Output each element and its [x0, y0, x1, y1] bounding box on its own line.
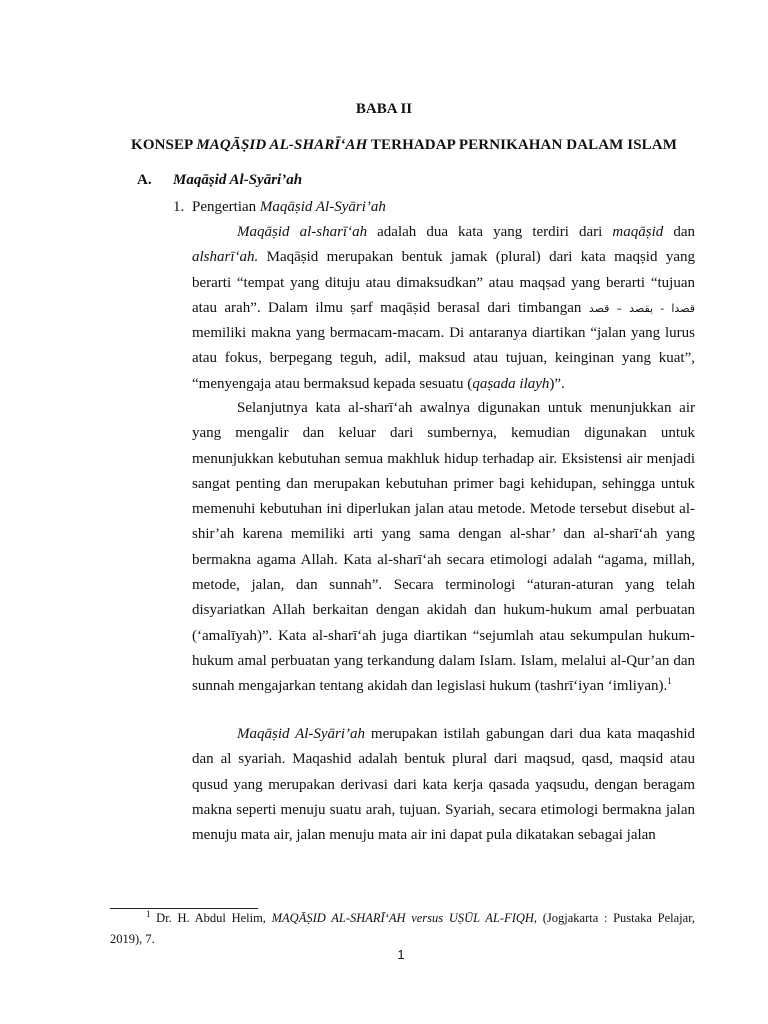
page-number: 1	[397, 947, 405, 962]
p1-term-alshariah: alsharī‘ah.	[192, 249, 259, 266]
footnote-title: MAQĀṢID AL-SHARĪ‘AH versus UṢŪL AL-FIQH,	[271, 911, 538, 925]
paragraph-2	[192, 396, 695, 700]
chapter-title	[0, 137, 768, 154]
p1-text-d: memiliki makna yang bermacam-macam. Di antaranya diartikan “jalan yang lurus atau fokus, berpegang teguh, adil, maksud atau tujuan, keinginan yang kuat”, “menyengaja atau bermaksud kepada sesuatu (	[192, 325, 695, 392]
subsection-label: Pengertian	[192, 199, 260, 215]
footnote	[110, 908, 695, 950]
chapter-title-italic: MAQĀṢID AL-SHARĪ‘AH	[196, 137, 368, 153]
footnote-number: 1	[146, 908, 151, 919]
p3-text: merupakan istilah gabungan dari dua kata maqashid dan al syariah. Maqashid adalah bentuk plural dari maqsud, qasd, maqsid atau qusud yang merupakan derivasi dari kata kerja qasada yaqsudu, dengan beragam makna seperti menuju suatu arah, tujuan. Syariah, secara etimologi bermakna jalan menuju mata air, jalan menuju mata air ini dapat pula dikatakan sebagai jalan	[192, 726, 695, 844]
p3-term: Maqāṣid Al-Syāri’ah	[237, 726, 366, 742]
footnote-reference: 1	[667, 676, 672, 687]
p1-arabic-text: قصدا - يقصد – قصد	[588, 301, 695, 315]
p1-text-e: )”.	[549, 375, 565, 392]
p1-text-a: adalah dua kata yang terdiri dari	[367, 224, 613, 240]
subsection-italic: Maqāṣid Al-Syāri’ah	[259, 199, 386, 215]
p2-text: Selanjutnya kata al-sharī‘ah awalnya digunakan untuk menunjukkan air yang mengalir dan keluar dari sumbernya, kemudian digunakan untuk menunjukkan kebutuhan semua makhluk hidup terhadap air. Eksistensi air menjadi sangat penting dan merupakan kebutuhan primer bagi kehidupan, sehingga untuk memenuhi kebutuhan ini diperlukan jalan atau metode. Metode tersebut disebut al-shir’ah karena memiliki arti yang sama dengan al-shar’ dan al-sharī‘ah yang bermakna agama Allah. Kata al-sharī‘ah secara etimologi adalah “agama, millah, metode, jalan, dan sunnah”. Secara terminologi “aturan-aturan yang telah disyariatkan Allah berkaitan dengan akidah dan hukum-hukum amal perbuatan (‘amalīyah)”. Kata al-sharī‘ah juga diartikan “sejumlah atau sekumpulan hukum-hukum amal perbuatan yang terkandung dalam Islam. Islam, melalui al-Qur’an dan sunnah mengajarkan tentang akidah dan legislasi hukum (tashrī‘iyan ‘imliyan).	[192, 400, 695, 695]
footnote-publication: (Jogjakarta : Pustaka Pelajar, 2019), 7.	[110, 911, 695, 946]
p1-text-c: Maqāṣid merupakan bentuk jamak (plural) dari kata maqṣid yang berarti “tempat yang dituju atau dimaksudkan” atau maqṣad yang berarti “tujuan atau arah”. Dalam ilmu ṣarf maqāṣid berasal dari timbangan	[192, 249, 695, 316]
paragraph-3	[192, 722, 695, 848]
footnote-author: Dr. H. Abdul Helim,	[150, 911, 272, 925]
p1-term-maqasid: maqāṣid	[612, 224, 664, 240]
chapter-title-prefix: KONSEP	[131, 137, 197, 153]
chapter-title-suffix: TERHADAP PERNIKAHAN DALAM ISLAM	[367, 137, 677, 153]
section-title: Maqāṣid Al-Syāri’ah	[173, 172, 303, 188]
p1-text-b: dan	[663, 224, 695, 240]
chapter-heading: BABA II	[355, 101, 413, 117]
p1-term: Maqāṣid al-sharī‘ah	[237, 224, 368, 240]
p1-term-qasada: qaṣada ilayh	[472, 375, 550, 392]
subsection-title	[192, 199, 386, 216]
section-letter: A.	[137, 172, 152, 188]
paragraph-1	[192, 220, 695, 397]
subsection-number: 1.	[173, 199, 185, 215]
